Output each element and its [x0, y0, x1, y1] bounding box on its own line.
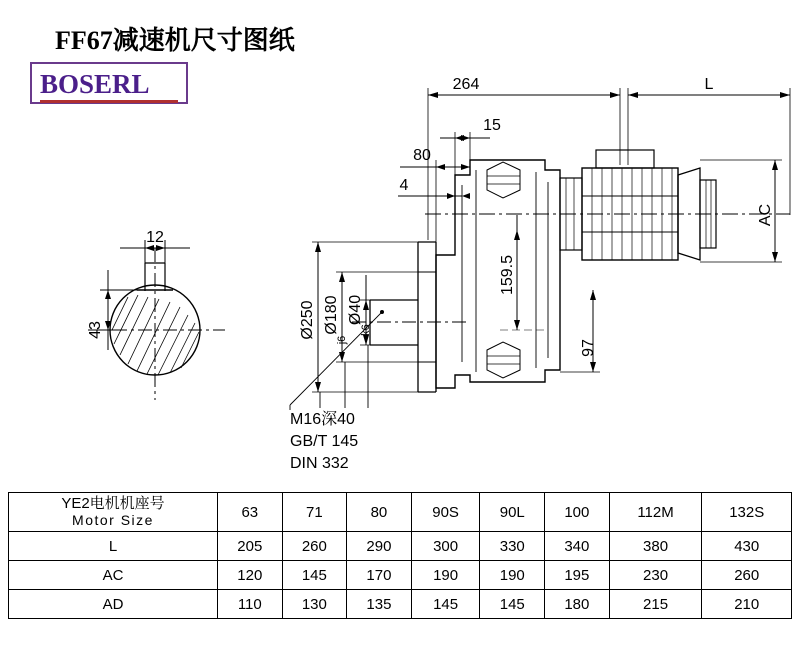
table-cell: 260: [702, 561, 792, 590]
note-line-3: DIN 332: [290, 455, 349, 472]
table-header-size: 90S: [411, 493, 480, 532]
table-header-size: 71: [282, 493, 347, 532]
dim-15: 15: [483, 117, 501, 134]
motor-size-table: [8, 492, 792, 619]
table-cell: 130: [282, 590, 347, 619]
table-cell: 190: [411, 561, 480, 590]
table-cell: 120: [218, 561, 283, 590]
table-cell: 210: [702, 590, 792, 619]
dim-80: 80: [413, 147, 431, 164]
table-header-label: [9, 493, 218, 532]
note-line-2: GB/T 145: [290, 433, 359, 450]
table-cell: 340: [545, 532, 610, 561]
dim-L: L: [704, 76, 714, 93]
table-row-label: L: [9, 532, 218, 561]
brand-logo-text: BOSERL: [40, 69, 150, 99]
table-cell: 190: [480, 561, 545, 590]
table-header-size: 63: [218, 493, 283, 532]
table-cell: 260: [282, 532, 347, 561]
table-cell: 380: [609, 532, 702, 561]
table-cell: 145: [480, 590, 545, 619]
table-header-size: 112M: [609, 493, 702, 532]
table-cell: 330: [480, 532, 545, 561]
table-cell: 430: [702, 532, 792, 561]
table-cell: 290: [347, 532, 412, 561]
dim-159-5: 159.5: [499, 254, 516, 296]
dim-97: 97: [580, 339, 597, 357]
table-cell: 110: [218, 590, 283, 619]
note-line-1: M16深40: [290, 411, 355, 428]
table-row: [9, 590, 792, 619]
table-row: [9, 561, 792, 590]
table-row-label: AC: [9, 561, 218, 590]
table-cell: 205: [218, 532, 283, 561]
table-cell: 135: [347, 590, 412, 619]
dim-12: 12: [146, 229, 164, 246]
table-header-label-en: Motor Size: [72, 512, 154, 528]
table-row: [9, 532, 792, 561]
table-header-size: 90L: [480, 493, 545, 532]
dim-4: 4: [399, 177, 409, 194]
table-header-label-cn: YE2电机机座号: [61, 495, 165, 512]
table-header-row: [9, 493, 792, 532]
table-cell: 215: [609, 590, 702, 619]
dim-250: Ø250: [299, 300, 316, 340]
table-row-label: AD: [9, 590, 218, 619]
dim-264: 264: [452, 76, 480, 93]
table-cell: 230: [609, 561, 702, 590]
page-title: FF67减速机尺寸图纸: [55, 26, 295, 55]
dim-40-tolerance: k6: [360, 324, 372, 336]
dim-AC: AC: [757, 203, 774, 227]
table-cell: 170: [347, 561, 412, 590]
table-cell: 180: [545, 590, 610, 619]
table-header-size: 100: [545, 493, 610, 532]
table-cell: 300: [411, 532, 480, 561]
table-cell: 195: [545, 561, 610, 590]
table-header-size: 80: [347, 493, 412, 532]
dim-180: Ø180: [323, 295, 340, 335]
table-header-size: 132S: [702, 493, 792, 532]
dim-40: Ø40: [347, 294, 364, 326]
dim-180-tolerance: j6: [336, 335, 348, 345]
table-cell: 145: [411, 590, 480, 619]
dim-43: 43: [87, 321, 104, 339]
table-cell: 145: [282, 561, 347, 590]
